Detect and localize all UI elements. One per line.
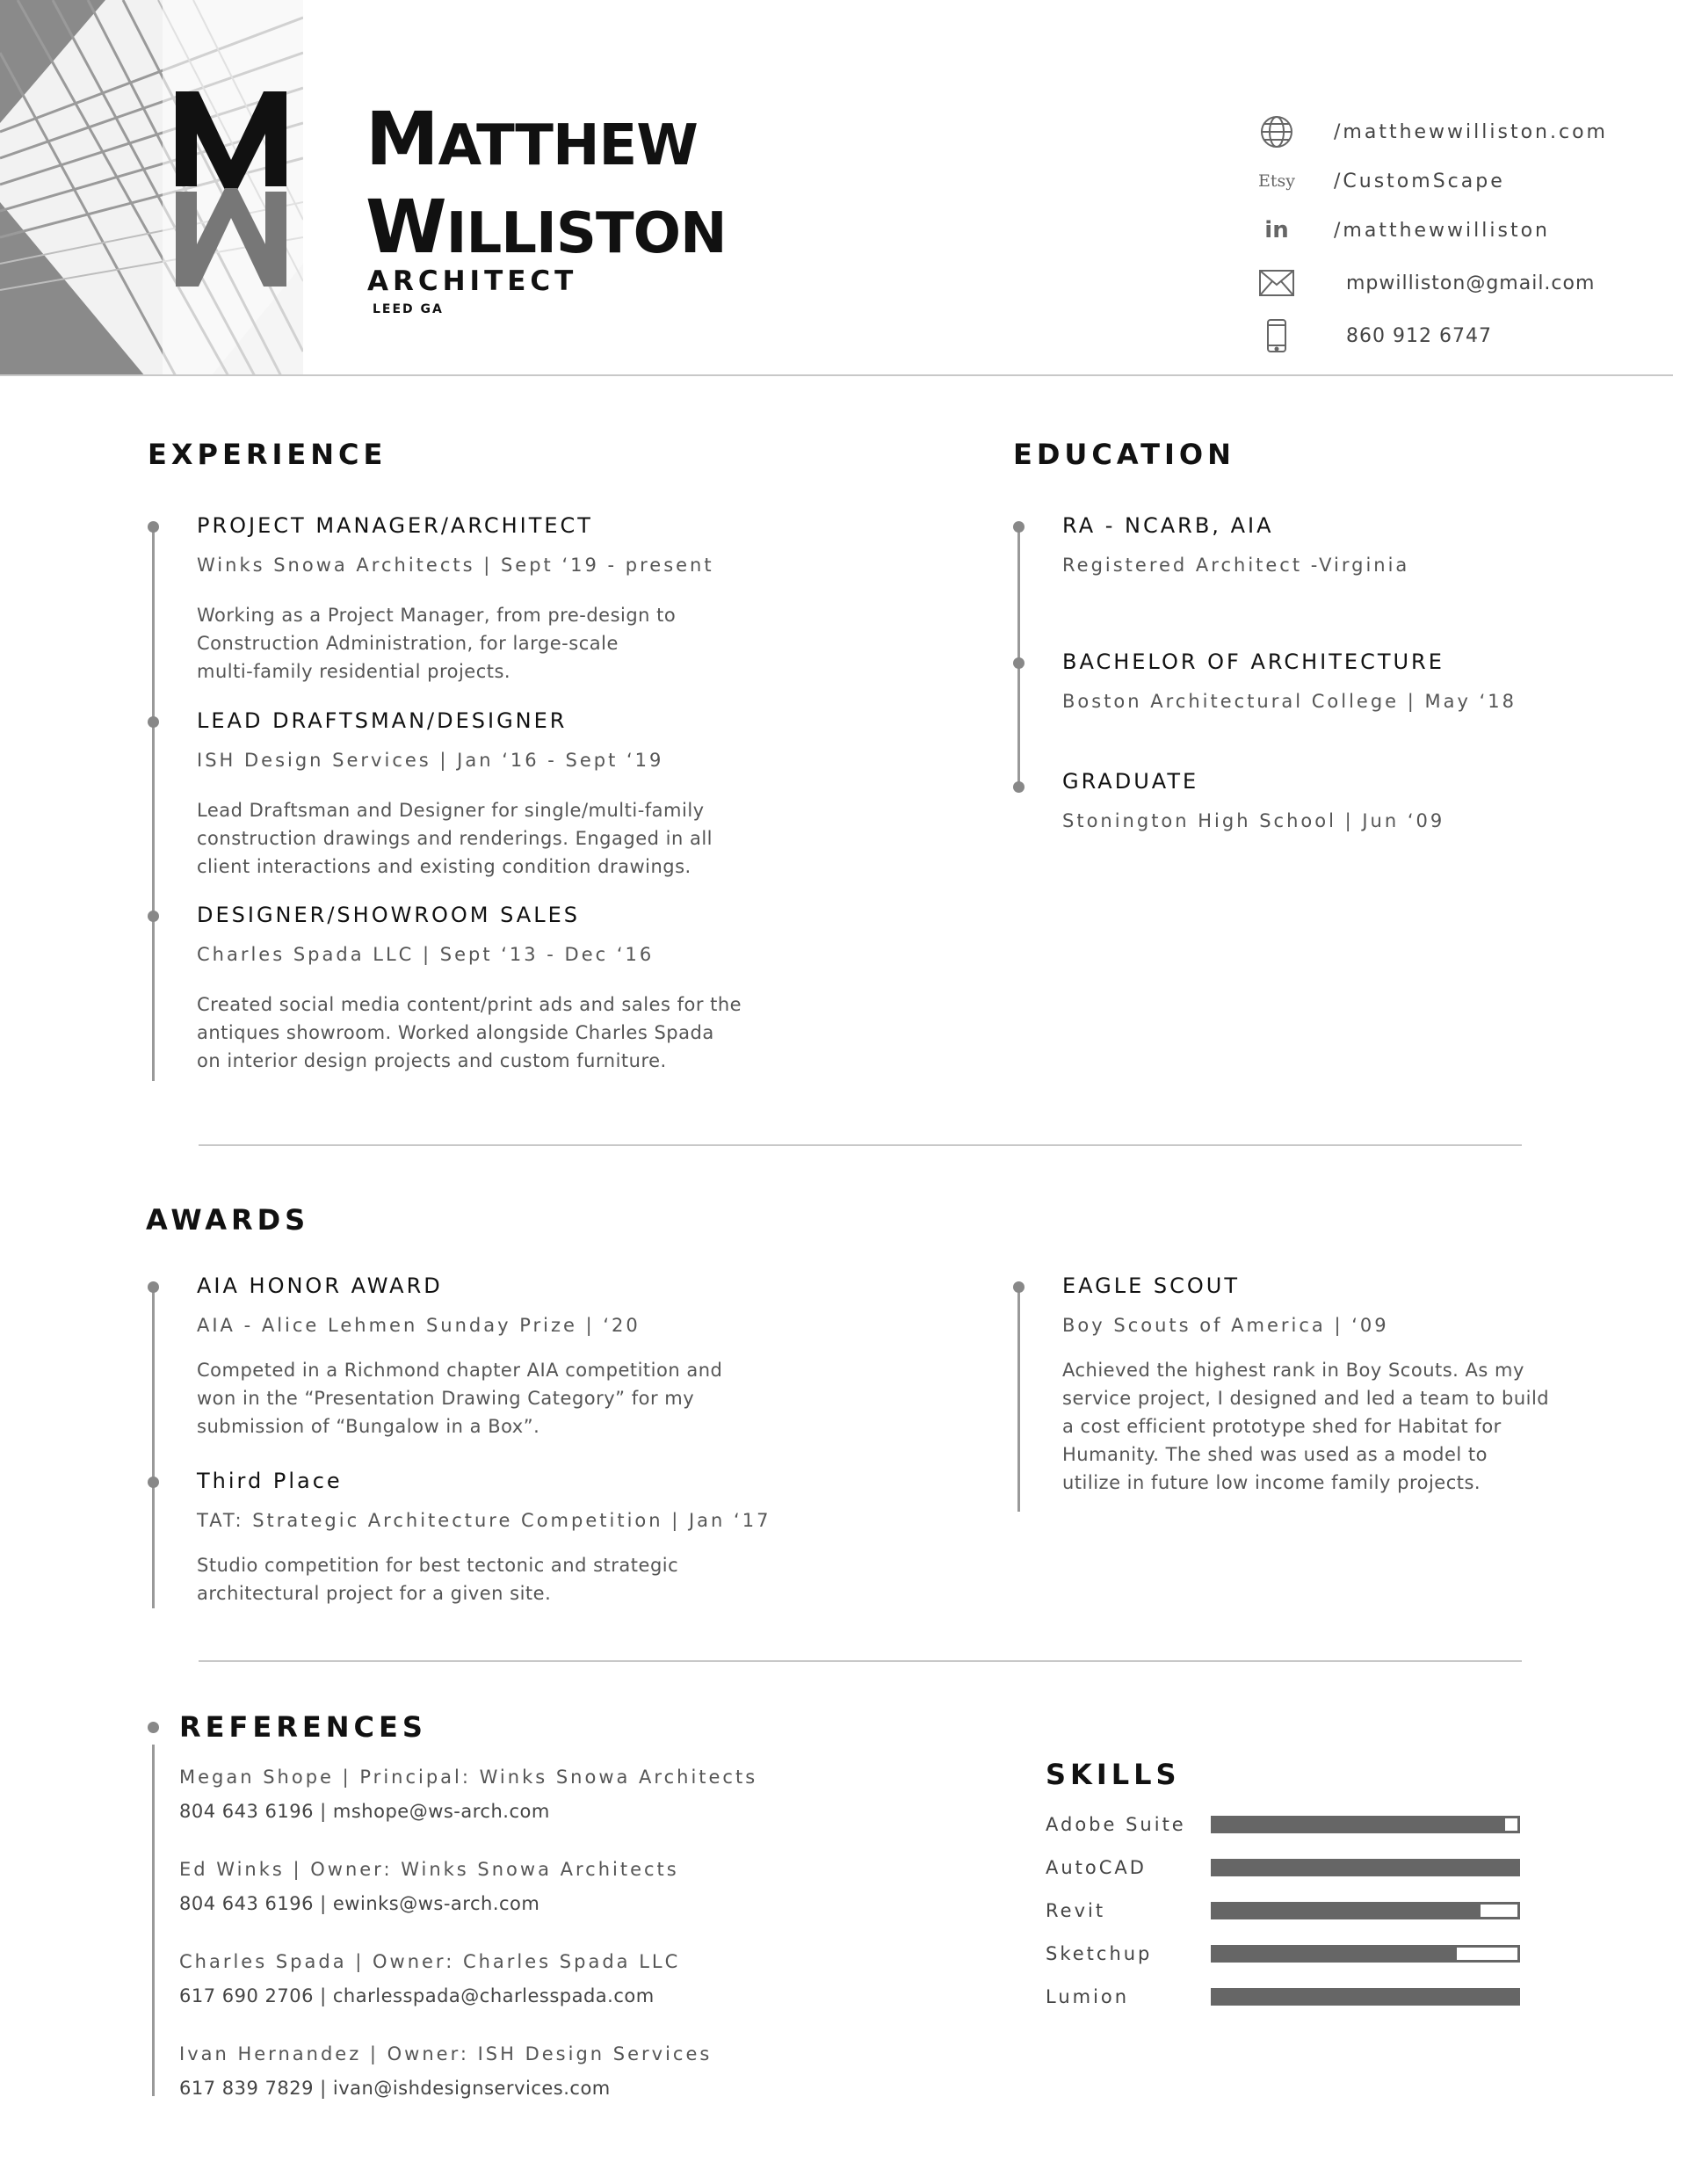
- award-detail: AIA - Alice Lehmen Sunday Prize | ‘20: [197, 1315, 641, 1336]
- education-detail: Boston Architectural College | May ‘18: [1062, 691, 1517, 712]
- experience-company: Winks Snowa Architects | Sept ‘19 - present: [197, 555, 714, 576]
- timeline-dot: [148, 716, 159, 728]
- section-divider: [199, 1660, 1522, 1662]
- phone-icon: [1256, 316, 1297, 355]
- award-description: Achieved the highest rank in Boy Scouts. As my service project, I designed and led a team to build a cost efficient prototype shed for Habitat for Humanity. The shed was used as a model to utilize in future low income family projects.: [1062, 1360, 1550, 1493]
- skill-level-fill: [1213, 1905, 1481, 1917]
- references-heading: REFERENCES: [179, 1710, 427, 1744]
- skill-label: Lumion: [1046, 1986, 1130, 2007]
- experience-title: LEAD DRAFTSMAN/DESIGNER: [197, 708, 568, 733]
- skill-level-fill: [1213, 1948, 1457, 1960]
- timeline-dot: [148, 1281, 159, 1293]
- education-title: BACHELOR OF ARCHITECTURE: [1062, 649, 1444, 674]
- last-name: ILLISTON: [445, 201, 727, 266]
- contact-etsy[interactable]: [1256, 162, 1505, 200]
- reference-name: Ed Winks | Owner: Winks Snowa Architects: [179, 1859, 679, 1880]
- reference-name: Ivan Hernandez | Owner: ISH Design Services: [179, 2043, 713, 2064]
- skill-level-fill: [1213, 1991, 1517, 2003]
- skill-level-bar: [1211, 1816, 1520, 1833]
- award-title: Third Place: [197, 1469, 343, 1493]
- timeline-dot: [148, 911, 159, 922]
- experience-description: Working as a Project Manager, from pre-design to Construction Administration, for large-scale multi-family residential projects.: [197, 605, 677, 682]
- contact-website[interactable]: [1256, 112, 1608, 151]
- skills-heading: SKILLS: [1046, 1758, 1181, 1791]
- job-title: ARCHITECT: [367, 265, 578, 297]
- education-heading: EDUCATION: [1013, 438, 1235, 471]
- linkedin-link[interactable]: /matthewwilliston: [1334, 219, 1550, 242]
- skill-level-bar: [1211, 1902, 1520, 1919]
- experience-timeline: [152, 527, 155, 1081]
- reference-contact[interactable]: 617 839 7829 | ivan@ishdesignservices.com: [179, 2078, 611, 2099]
- references-timeline: [152, 1745, 155, 2096]
- skill-label: Revit: [1046, 1900, 1106, 1921]
- education-title: RA - NCARB, AIA: [1062, 513, 1274, 538]
- globe-icon: [1256, 112, 1297, 151]
- education-detail: Stonington High School | Jun ‘09: [1062, 810, 1445, 831]
- timeline-dot: [1013, 521, 1025, 533]
- skill-level-fill: [1213, 1818, 1505, 1831]
- header-divider: [0, 374, 1673, 376]
- award-description: Competed in a Richmond chapter AIA competition and won in the “Presentation Drawing Category” for my submission of “Bungalow in a Box”.: [197, 1360, 723, 1437]
- reference-contact[interactable]: 804 643 6196 | ewinks@ws-arch.com: [179, 1893, 540, 1914]
- credential: LEED GA: [373, 302, 444, 316]
- award-title: EAGLE SCOUT: [1062, 1273, 1241, 1298]
- awards-heading: AWARDS: [146, 1203, 310, 1237]
- email-link[interactable]: mpwilliston@gmail.com: [1346, 272, 1596, 294]
- timeline-dot: [1013, 1281, 1025, 1293]
- timeline-dot: [1013, 657, 1025, 669]
- contact-email[interactable]: [1256, 264, 1595, 302]
- awards-timeline: [152, 1292, 155, 1608]
- contact-phone[interactable]: [1256, 316, 1492, 355]
- experience-title: PROJECT MANAGER/ARCHITECT: [197, 513, 593, 538]
- experience-heading: EXPERIENCE: [148, 438, 387, 471]
- section-divider: [199, 1144, 1522, 1146]
- skill-level-fill: [1213, 1861, 1517, 1874]
- experience-description: Lead Draftsman and Designer for single/multi-family construction drawings and renderings. Engaged in all client interactions and existing condition drawings.: [197, 800, 713, 877]
- timeline-dot: [148, 521, 159, 533]
- skill-level-bar: [1211, 1988, 1520, 2006]
- skill-label: Sketchup: [1046, 1943, 1153, 1964]
- award-title: AIA HONOR AWARD: [197, 1273, 443, 1298]
- award-detail: Boy Scouts of America | ‘09: [1062, 1315, 1389, 1336]
- timeline-dot: [148, 1722, 159, 1733]
- linkedin-icon: in: [1264, 217, 1289, 243]
- timeline-dot: [148, 1477, 159, 1488]
- envelope-icon: [1256, 264, 1297, 302]
- monogram-logo: [176, 91, 286, 287]
- education-detail: Registered Architect -Virginia: [1062, 555, 1410, 576]
- reference-contact[interactable]: 804 643 6196 | mshope@ws-arch.com: [179, 1801, 550, 1822]
- candidate-name: MATTHEW WILLISTON: [366, 96, 727, 270]
- experience-company: ISH Design Services | Jan ‘16 - Sept ‘19: [197, 750, 664, 771]
- reference-contact[interactable]: 617 690 2706 | charlesspada@charlesspada.com: [179, 1985, 655, 2006]
- skill-level-bar: [1211, 1859, 1520, 1876]
- first-name: ATTHEW: [438, 113, 698, 178]
- experience-title: DESIGNER/SHOWROOM SALES: [197, 903, 580, 927]
- contact-linkedin[interactable]: [1256, 211, 1550, 250]
- etsy-link[interactable]: /CustomScape: [1334, 170, 1505, 192]
- skill-label: AutoCAD: [1046, 1857, 1147, 1878]
- experience-description: Created social media content/print ads and sales for the antiques showroom. Worked alongside Charles Spada on interior design projects and custom furniture.: [197, 994, 742, 1071]
- skill-level-bar: [1211, 1945, 1520, 1963]
- award-detail: TAT: Strategic Architecture Competition | Jan ‘17: [197, 1510, 771, 1531]
- skill-label: Adobe Suite: [1046, 1814, 1186, 1835]
- phone-number: 860 912 6747: [1346, 324, 1492, 347]
- reference-name: Charles Spada | Owner: Charles Spada LLC: [179, 1951, 681, 1972]
- timeline-dot: [1013, 781, 1025, 793]
- education-title: GRADUATE: [1062, 769, 1199, 794]
- award-description: Studio competition for best tectonic and strategic architectural project for a given site.: [197, 1555, 679, 1604]
- awards-timeline-right: [1017, 1292, 1020, 1512]
- experience-company: Charles Spada LLC | Sept ‘13 - Dec ‘16: [197, 944, 655, 965]
- website-link[interactable]: /matthewwilliston.com: [1334, 120, 1608, 143]
- etsy-icon: Etsy: [1258, 171, 1295, 191]
- reference-name: Megan Shope | Principal: Winks Snowa Architects: [179, 1767, 758, 1788]
